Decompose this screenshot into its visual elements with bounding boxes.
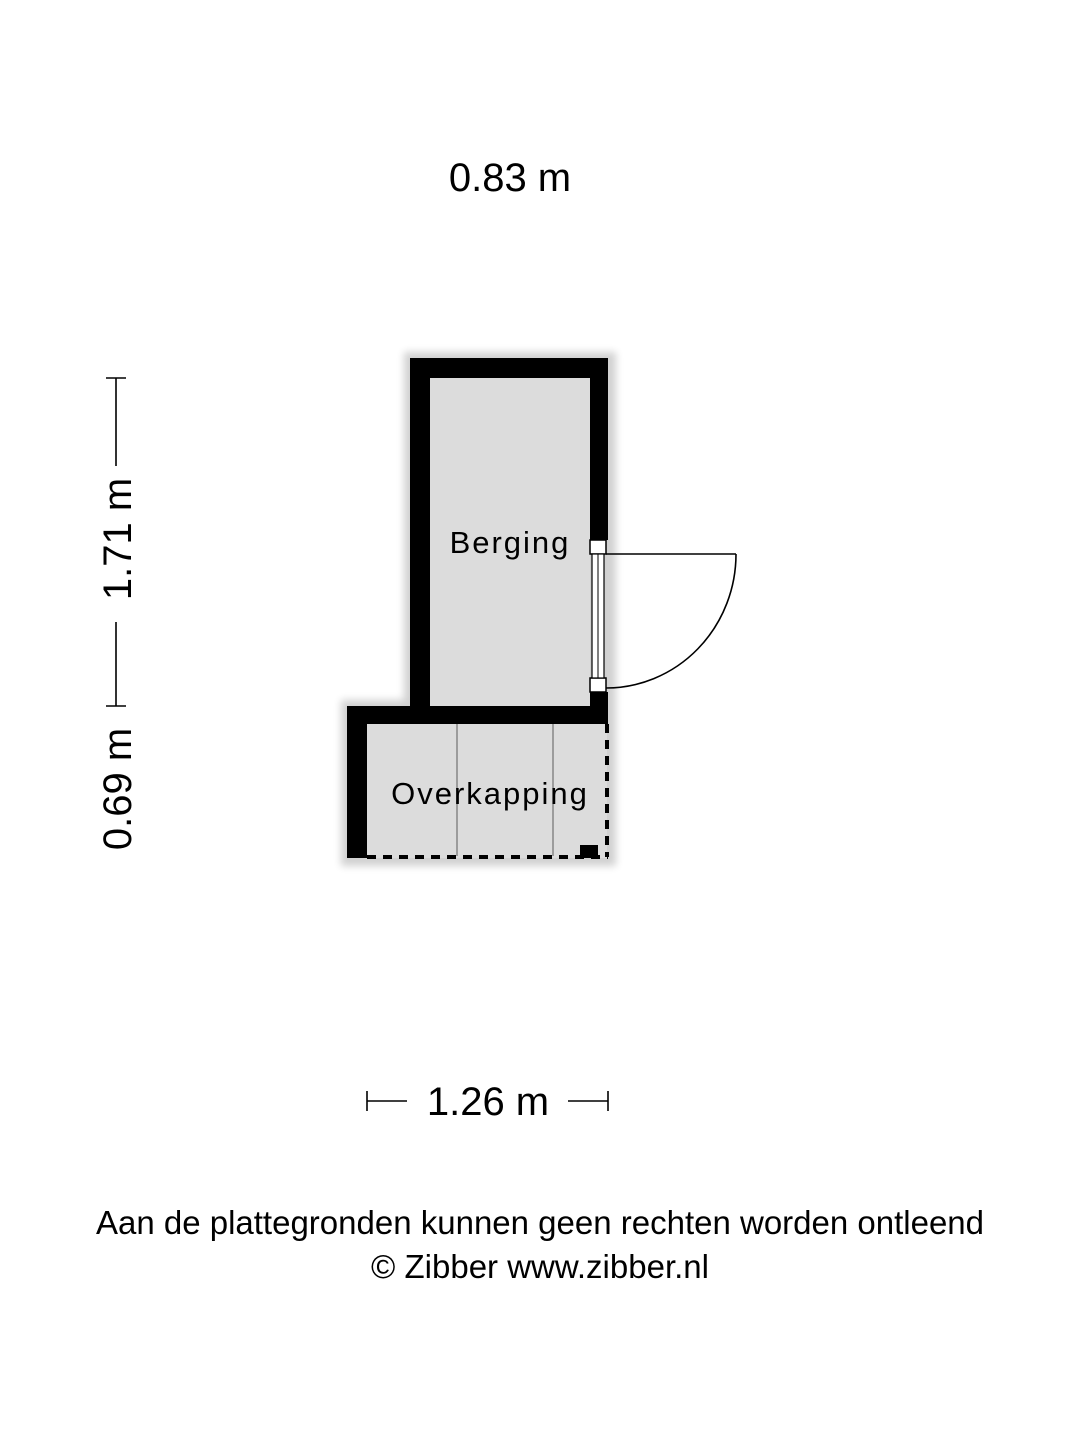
dimension-left-upper: 1.71 m	[96, 477, 140, 601]
footer-copyright: © Zibber www.zibber.nl	[371, 1248, 709, 1285]
berging-wall-left	[410, 358, 430, 706]
overkapping-wall-top	[347, 706, 608, 724]
door-swing	[606, 554, 736, 688]
room-label-overkapping: Overkapping	[391, 776, 589, 811]
dimension-top: 0.83 m	[448, 156, 572, 200]
door-arc	[606, 554, 736, 688]
dimension-left-lower: 0.69 m	[96, 727, 140, 851]
overkapping-wall-left	[347, 706, 367, 858]
footer-disclaimer: Aan de plattegronden kunnen geen rechten worden ontleend	[95, 1204, 985, 1241]
dimension-bottom: 1.26 m	[426, 1080, 550, 1124]
door-frame	[590, 540, 606, 692]
berging-wall-top	[410, 358, 608, 378]
berging-wall-right-lower	[590, 692, 608, 706]
berging-wall-right-upper	[590, 358, 608, 540]
room-label-berging: Berging	[449, 525, 571, 560]
